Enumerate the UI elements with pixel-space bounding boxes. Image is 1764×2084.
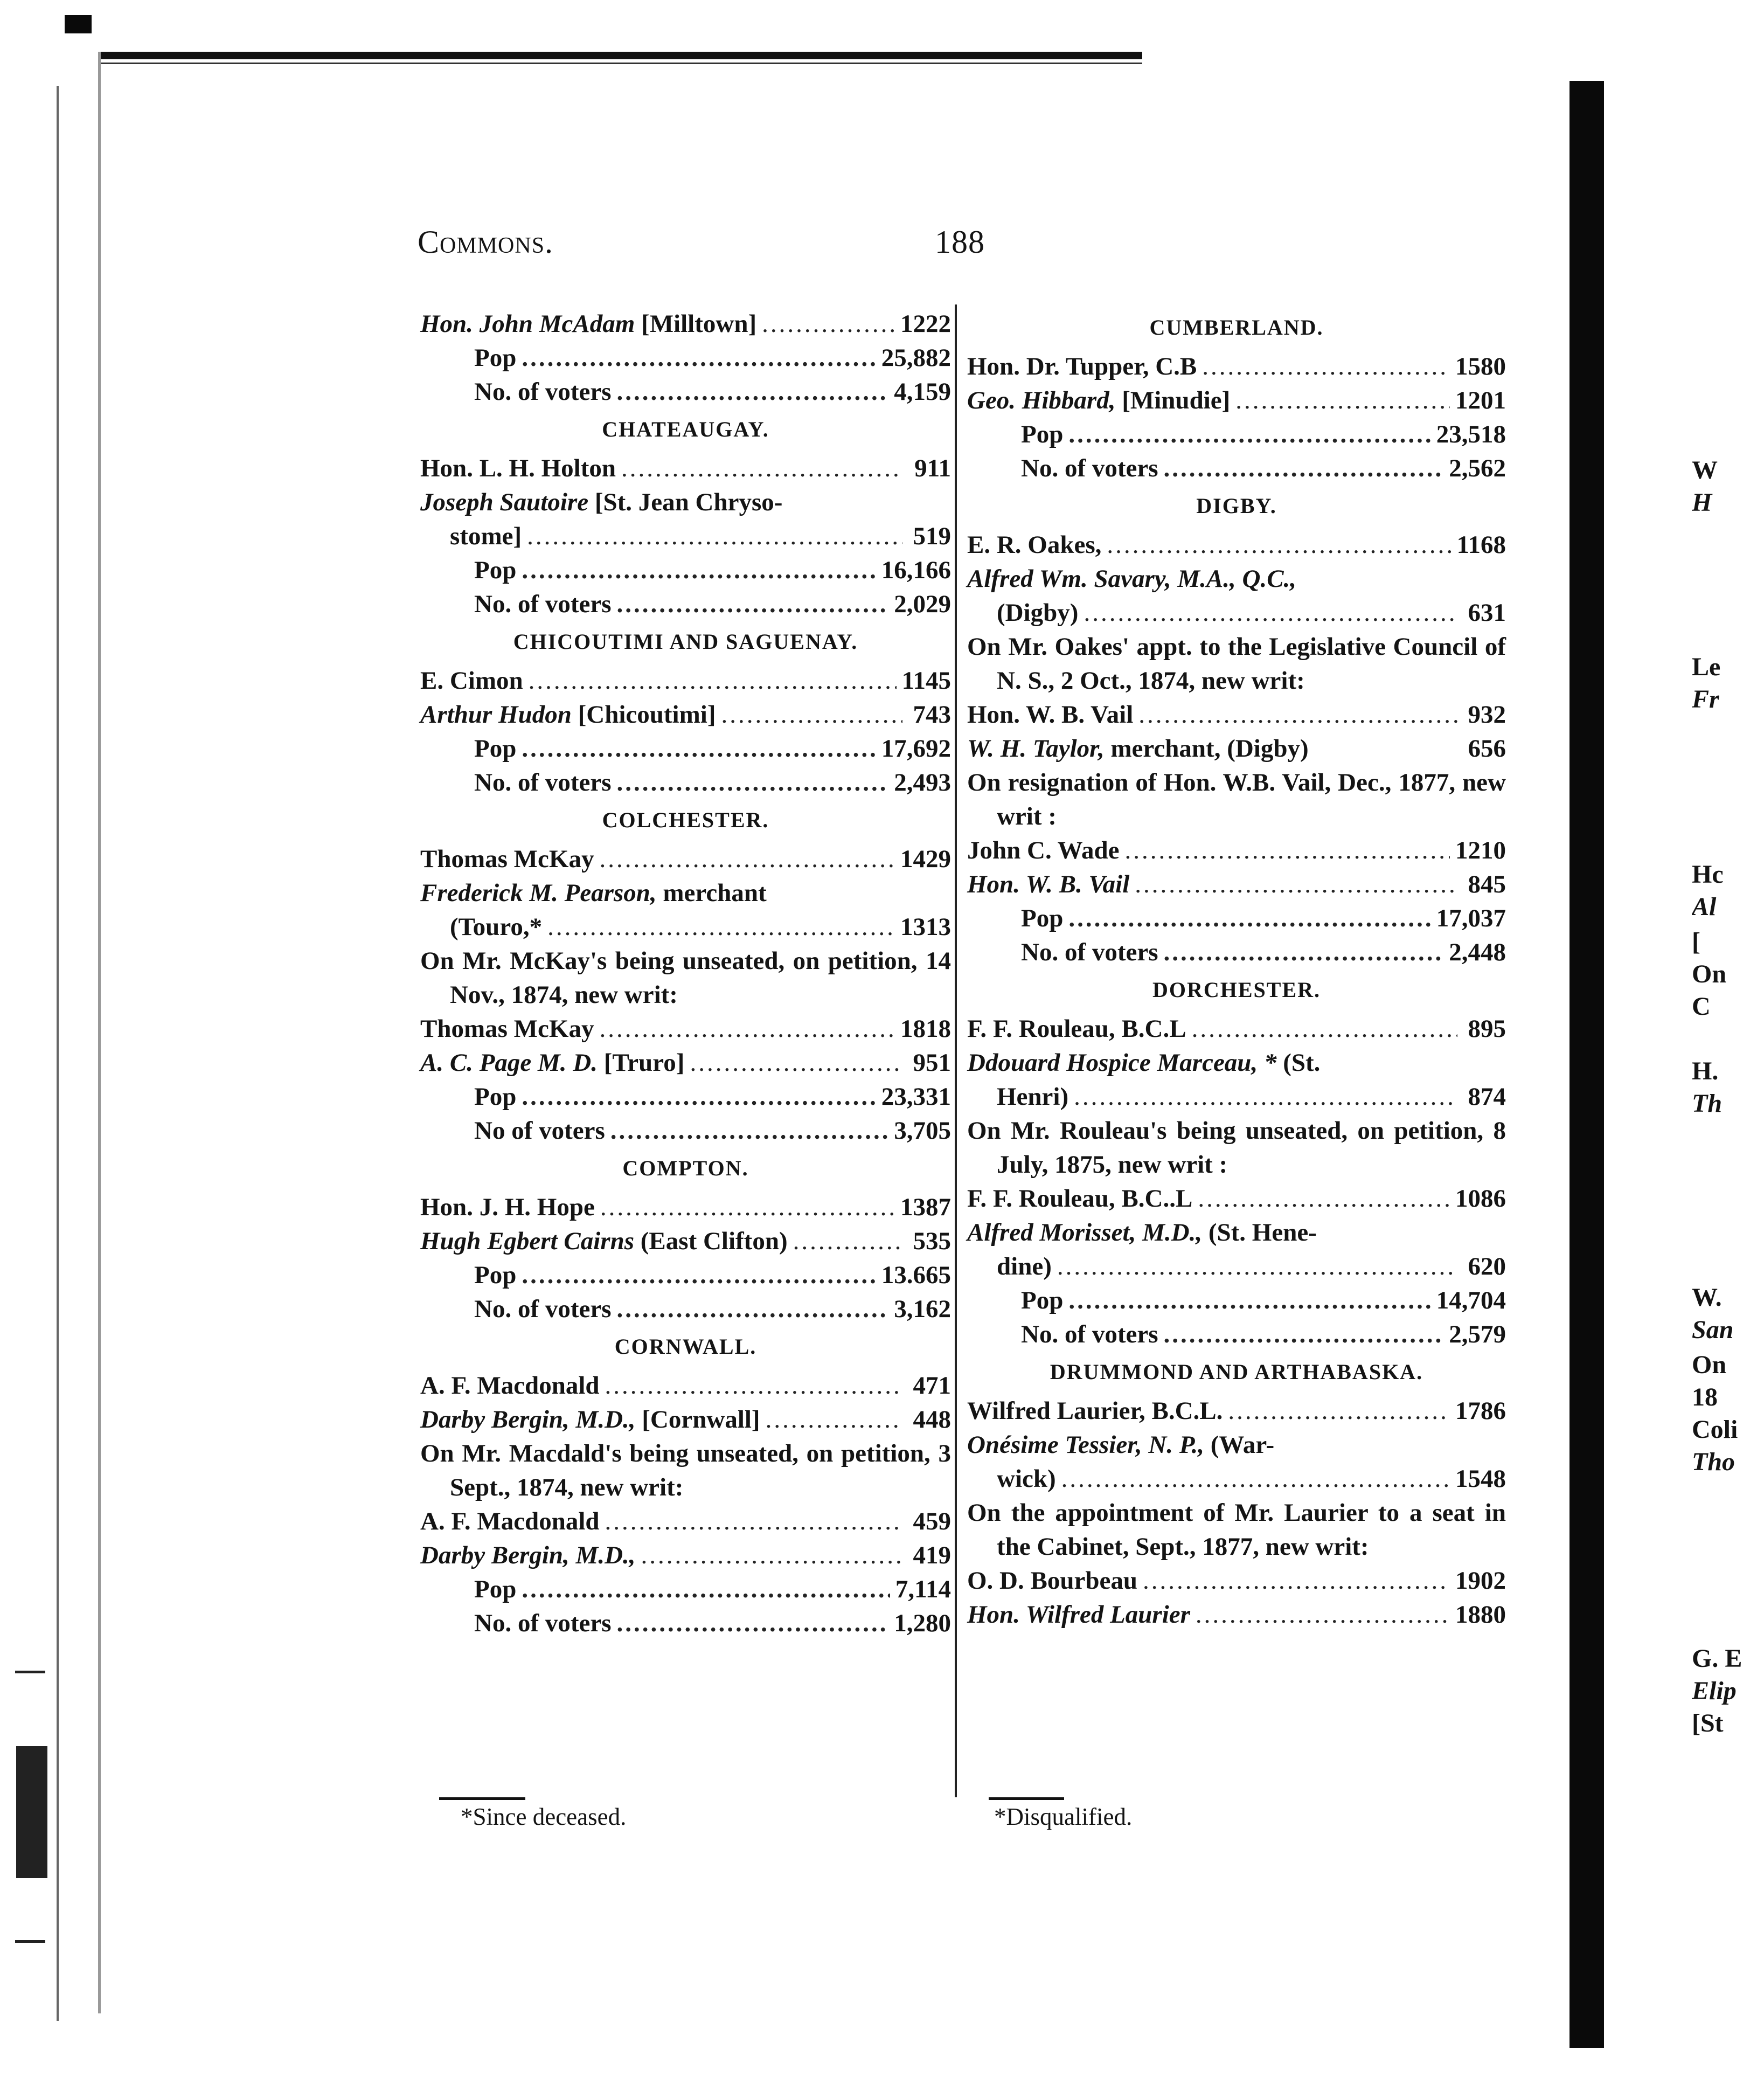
stat-label: Pop	[1021, 1286, 1064, 1314]
stat-value: 23,518	[1436, 420, 1506, 448]
member-line	[967, 384, 1506, 418]
member-line	[967, 698, 1506, 732]
vote-count: 951	[913, 1049, 951, 1077]
statistic-line	[420, 766, 951, 800]
stat-label: No of voters	[474, 1117, 605, 1145]
leader-dots	[522, 341, 876, 375]
vote-count: 656	[1468, 735, 1506, 763]
member-name: Alfred Morisset, M.D., (St. Hene-	[967, 1218, 1317, 1247]
member-name: A. C. Page M. D. [Truro]	[420, 1049, 685, 1077]
member-line	[967, 732, 1506, 766]
leader-dots	[1164, 936, 1444, 970]
statistic-line	[420, 587, 951, 621]
cut-off-text-fragment: Th	[1692, 1089, 1723, 1118]
stat-label: Pop	[474, 344, 517, 372]
member-name: (Digby)	[997, 599, 1079, 627]
cut-off-text-fragment: Hc	[1692, 860, 1724, 889]
cut-off-text-fragment: W.	[1692, 1283, 1722, 1312]
page-top-rule-thin	[100, 63, 1142, 64]
member-locality: (War-	[1204, 1431, 1275, 1459]
leader-dots	[793, 1224, 902, 1258]
vote-count: 1387	[900, 1193, 951, 1221]
member-name: Frederick M. Pearson, merchant	[420, 879, 767, 907]
writ-note: On resignation of Hon. W.B. Vail, Dec., 1877, new writ :	[967, 768, 1506, 830]
member-line	[420, 1190, 951, 1224]
leader-dots	[1228, 1394, 1450, 1428]
vote-count: 1086	[1455, 1185, 1506, 1213]
vote-count: 1210	[1455, 836, 1506, 864]
member-locality: [Cornwall]	[635, 1406, 760, 1434]
member-name: Darby Bergin, M.D.,	[420, 1541, 636, 1569]
statistic-line	[420, 1292, 951, 1326]
member-line	[420, 307, 951, 341]
constituency-heading: CHATEAUGAY.	[602, 417, 769, 441]
leader-dots	[610, 1114, 888, 1148]
statistic-line	[967, 1318, 1506, 1352]
stat-label: No. of voters	[474, 590, 612, 618]
writ-note: On Mr. Oakes' appt. to the Legislative Council of N. S., 2 Oct., 1874, new writ:	[967, 633, 1506, 695]
vote-count: 1548	[1455, 1465, 1506, 1493]
constituency-heading: CORNWALL.	[614, 1334, 757, 1359]
writ-note: On Mr. McKay's being unseated, on petition, 14 Nov., 1874, new writ:	[420, 947, 951, 1009]
cut-off-text-fragment: [St	[1692, 1709, 1724, 1737]
leader-dots	[690, 1046, 902, 1080]
statistic-line	[967, 418, 1506, 452]
statistic-line	[420, 1114, 951, 1148]
stat-value: 25,882	[881, 344, 951, 372]
leader-dots	[1074, 1080, 1457, 1114]
member-name: E. R. Oakes,	[967, 531, 1102, 559]
cut-off-text-fragment: G. E	[1692, 1644, 1742, 1673]
vote-count: 620	[1468, 1252, 1506, 1280]
leader-dots	[1164, 452, 1444, 486]
member-name: O. D. Bourbeau	[967, 1567, 1137, 1595]
leader-dots	[605, 1505, 902, 1539]
member-name: Arthur Hudon [Chicoutimi]	[420, 701, 716, 729]
member-line	[420, 1403, 951, 1437]
statistic-line	[420, 1080, 951, 1114]
member-line	[967, 562, 1506, 596]
running-head-section: Commons.	[418, 224, 554, 260]
member-line	[420, 1224, 951, 1258]
stat-label: Pop	[474, 556, 517, 584]
member-name: Hon. J. H. Hope	[420, 1193, 595, 1221]
leader-dots	[1202, 350, 1450, 384]
stat-label: No. of voters	[474, 1609, 612, 1637]
cut-off-text-fragment: On	[1692, 1351, 1727, 1379]
leader-dots	[617, 1607, 889, 1640]
leader-dots	[1164, 1318, 1444, 1352]
member-name: W. H. Taylor, merchant, (Digby)	[967, 735, 1309, 763]
constituency-heading: CUMBERLAND.	[1149, 315, 1324, 340]
member-name: Joseph Sautoire [St. Jean Chryso-	[420, 488, 783, 516]
leader-dots	[617, 1292, 889, 1326]
stat-label: Pop	[474, 1261, 517, 1289]
page-top-rule	[100, 52, 1142, 59]
member-line	[967, 1080, 1506, 1114]
statistic-line	[420, 732, 951, 766]
leader-dots	[527, 520, 902, 553]
cut-off-text-fragment: Elip	[1692, 1677, 1737, 1705]
leader-dots	[600, 1190, 895, 1224]
constituency-heading: DRUMMOND AND ARTHABASKA.	[1050, 1360, 1423, 1384]
statistic-line	[967, 936, 1506, 970]
member-line	[967, 1012, 1506, 1046]
vote-count: 535	[913, 1227, 951, 1255]
stat-value: 2,448	[1449, 938, 1506, 966]
member-line	[420, 1046, 951, 1080]
stat-label: Pop	[474, 735, 517, 763]
leader-dots	[762, 307, 895, 341]
leader-dots	[522, 1573, 890, 1607]
stat-label: Pop	[474, 1575, 517, 1603]
stat-label: No. of voters	[1021, 1320, 1158, 1348]
vote-count: 419	[913, 1541, 951, 1569]
stat-value: 17,692	[881, 735, 951, 763]
leader-dots	[766, 1403, 902, 1437]
leader-dots	[641, 1539, 902, 1573]
page-left-edge	[98, 52, 101, 2013]
member-line	[420, 1505, 951, 1539]
member-locality: [Minudie]	[1115, 386, 1231, 414]
vote-count: 1222	[900, 310, 951, 338]
member-name: Hugh Egbert Cairns (East Clifton)	[420, 1227, 788, 1255]
member-name: Ddouard Hospice Marceau, * (St.	[967, 1049, 1321, 1077]
member-locality: merchant	[656, 879, 767, 907]
vote-count: 1145	[901, 667, 951, 695]
vote-count: 1786	[1455, 1397, 1506, 1425]
member-name: Onésime Tessier, N. P., (War-	[967, 1431, 1275, 1459]
right-column	[967, 307, 1506, 1632]
vote-count: 932	[1468, 701, 1506, 729]
leader-dots	[1068, 1284, 1430, 1318]
member-line	[967, 868, 1506, 902]
member-name: Darby Bergin, M.D., [Cornwall]	[420, 1406, 760, 1434]
leader-dots	[1192, 1012, 1457, 1046]
stat-value: 2,493	[894, 768, 951, 797]
stat-label: No. of voters	[474, 1295, 612, 1323]
leader-dots	[522, 553, 876, 587]
statistic-line	[420, 1573, 951, 1607]
member-name: Thomas McKay	[420, 845, 594, 873]
binding-edge-line	[57, 86, 59, 2021]
vote-count: 1902	[1455, 1567, 1506, 1595]
cut-off-text-fragment: W	[1692, 456, 1718, 484]
cut-off-text-fragment: Coli	[1692, 1415, 1738, 1444]
member-name: wick)	[997, 1465, 1056, 1493]
leader-dots	[599, 842, 895, 876]
member-name: Hon. W. B. Vail	[967, 870, 1130, 898]
footnote-right: *Disqualified.	[994, 1803, 1133, 1830]
member-name: Hon. W. B. Vail	[967, 701, 1134, 729]
stat-value: 14,704	[1436, 1286, 1506, 1314]
vote-count: 743	[913, 701, 951, 729]
member-name: A. F. Macdonald	[420, 1507, 600, 1535]
cut-off-text-fragment: [	[1692, 927, 1700, 956]
leader-dots	[617, 375, 889, 409]
member-line	[967, 528, 1506, 562]
statistic-line	[420, 1258, 951, 1292]
scan-dash-mark	[15, 1940, 45, 1943]
writ-note: On Mr. Macdald's being unseated, on petition, 3 Sept., 1874, new writ:	[420, 1439, 951, 1501]
constituency-heading: DIGBY.	[1196, 494, 1277, 518]
statistic-line	[420, 375, 951, 409]
member-locality: [Chicoutimi]	[571, 701, 716, 729]
stat-value: 2,029	[894, 590, 951, 618]
stat-value: 16,166	[881, 556, 951, 584]
member-name: Hon. Wilfred Laurier	[967, 1601, 1190, 1629]
member-line	[420, 664, 951, 698]
leader-dots	[617, 587, 889, 621]
leader-dots	[1138, 698, 1457, 732]
leader-dots	[1057, 1250, 1457, 1284]
leader-dots	[605, 1369, 902, 1403]
member-line	[420, 910, 951, 944]
statistic-line	[967, 1284, 1506, 1318]
stat-value: 7,114	[895, 1575, 951, 1603]
leader-dots	[1068, 418, 1430, 452]
stat-value: 3,162	[894, 1295, 951, 1323]
cut-off-text-fragment: 18	[1692, 1383, 1718, 1411]
stat-value: 3,705	[894, 1117, 951, 1145]
leader-dots	[1084, 596, 1457, 630]
member-name: Henri)	[997, 1083, 1069, 1111]
writ-note: On Mr. Rouleau's being unseated, on petition, 8 July, 1875, new writ :	[967, 1117, 1506, 1179]
page-number: 188	[935, 224, 985, 260]
member-line	[967, 596, 1506, 630]
member-line	[967, 1428, 1506, 1462]
member-name: dine)	[997, 1252, 1052, 1280]
member-name: Geo. Hibbard, [Minudie]	[967, 386, 1231, 414]
vote-count: 631	[1468, 599, 1506, 627]
statistic-line	[420, 553, 951, 587]
leader-dots	[1198, 1182, 1450, 1216]
cut-off-text-fragment: Le	[1692, 653, 1721, 681]
member-line	[420, 452, 951, 486]
member-line	[420, 1369, 951, 1403]
member-line	[967, 1216, 1506, 1250]
member-name: E. Cimon	[420, 667, 523, 695]
leader-dots	[617, 766, 889, 800]
member-line	[967, 1182, 1506, 1216]
stat-value: 17,037	[1436, 904, 1506, 932]
stat-value: 2,579	[1449, 1320, 1506, 1348]
scan-corner-mark	[65, 15, 92, 33]
stat-label: No. of voters	[1021, 938, 1158, 966]
stat-value: 23,331	[881, 1083, 951, 1111]
vote-count: 911	[914, 454, 951, 482]
vote-count: 1429	[900, 845, 951, 873]
stat-value: 4,159	[894, 378, 951, 406]
member-line	[420, 876, 951, 910]
member-line	[967, 350, 1506, 384]
column-divider	[955, 304, 957, 1797]
vote-count: 519	[913, 522, 951, 550]
member-line	[420, 698, 951, 732]
leader-dots	[547, 910, 895, 944]
member-line	[967, 1564, 1506, 1598]
statistic-line	[967, 452, 1506, 486]
leader-dots	[1143, 1564, 1450, 1598]
member-name: Wilfred Laurier, B.C.L.	[967, 1397, 1223, 1425]
cut-off-text-fragment: C	[1692, 992, 1711, 1021]
cut-off-text-fragment: San	[1692, 1316, 1734, 1344]
stat-label: Pop	[1021, 904, 1064, 932]
member-line	[420, 842, 951, 876]
member-locality: [St. Jean Chryso-	[588, 488, 783, 516]
vote-count: 1313	[900, 913, 951, 941]
member-line	[967, 1462, 1506, 1496]
leader-dots	[1107, 528, 1451, 562]
member-locality: [Truro]	[598, 1049, 685, 1077]
footnote-left: *Since deceased.	[461, 1803, 627, 1830]
cut-off-text-fragment: H.	[1692, 1057, 1719, 1085]
constituency-heading: CHICOUTIMI AND SAGUENAY.	[513, 629, 858, 654]
member-name: F. F. Rouleau, B.C.L	[967, 1015, 1186, 1043]
leader-dots	[529, 664, 897, 698]
cut-off-text-fragment: Tho	[1692, 1448, 1735, 1476]
member-line	[967, 1598, 1506, 1632]
footnote-rule-left	[439, 1797, 525, 1800]
stat-value: 13.665	[881, 1261, 951, 1289]
constituency-heading: DORCHESTER.	[1152, 978, 1321, 1002]
footnote-rule-right	[989, 1797, 1064, 1800]
leader-dots	[1135, 868, 1457, 902]
member-line	[967, 834, 1506, 868]
member-line	[420, 486, 951, 520]
writ-note: On the appointment of Mr. Laurier to a seat in the Cabinet, Sept., 1877, new writ:	[967, 1499, 1506, 1561]
leader-dots	[621, 452, 902, 486]
scan-dash-mark	[15, 1671, 45, 1673]
member-name: Thomas McKay	[420, 1015, 594, 1043]
cut-off-text-fragment: H	[1692, 488, 1712, 517]
leader-dots	[1125, 834, 1450, 868]
member-line	[967, 1250, 1506, 1284]
stat-label: Pop	[474, 1083, 517, 1111]
vote-count: 459	[913, 1507, 951, 1535]
member-name: F. F. Rouleau, B.C..L	[967, 1185, 1193, 1213]
vote-count: 895	[1468, 1015, 1506, 1043]
leader-dots	[721, 698, 902, 732]
member-locality: (St. Hene-	[1202, 1218, 1317, 1247]
member-locality: (St.	[1276, 1049, 1321, 1077]
statistic-line	[420, 341, 951, 375]
member-name: Hon. L. H. Holton	[420, 454, 616, 482]
member-locality: merchant, (Digby)	[1104, 735, 1309, 763]
leader-dots	[522, 732, 876, 766]
left-column	[420, 307, 951, 1640]
member-name: Hon. John McAdam [Milltown]	[420, 310, 757, 338]
leader-dots	[1235, 384, 1450, 418]
leader-dots	[1196, 1598, 1450, 1632]
vote-count: 471	[913, 1372, 951, 1400]
vote-count: 874	[1468, 1083, 1506, 1111]
member-line	[967, 1394, 1506, 1428]
leader-dots	[1068, 902, 1430, 936]
vote-count: 1580	[1455, 352, 1506, 380]
leader-dots	[522, 1080, 876, 1114]
vote-count: 1880	[1455, 1601, 1506, 1629]
leader-dots	[522, 1258, 876, 1292]
member-name: Alfred Wm. Savary, M.A., Q.C.,	[967, 565, 1297, 593]
statistic-line	[420, 1607, 951, 1640]
stat-value: 2,562	[1449, 454, 1506, 482]
member-name: John C. Wade	[967, 836, 1120, 864]
member-locality: [Milltown]	[635, 310, 757, 338]
vote-count: 845	[1468, 870, 1506, 898]
binding-gutter-shadow	[1569, 81, 1604, 2048]
stat-label: No. of voters	[474, 768, 612, 797]
member-line	[420, 1012, 951, 1046]
member-line	[420, 520, 951, 553]
stat-label: No. of voters	[474, 378, 612, 406]
leader-dots	[1061, 1462, 1450, 1496]
statistic-line	[967, 902, 1506, 936]
stat-label: Pop	[1021, 420, 1064, 448]
member-name: stome]	[450, 522, 522, 550]
cut-off-text-fragment: Fr	[1692, 685, 1719, 714]
stat-value: 1,280	[894, 1609, 951, 1637]
vote-count: 1201	[1455, 386, 1506, 414]
constituency-heading: COLCHESTER.	[602, 808, 769, 832]
stat-label: No. of voters	[1021, 454, 1158, 482]
vote-count: 1168	[1456, 531, 1506, 559]
vote-count: 1818	[900, 1015, 951, 1043]
vote-count: 448	[913, 1406, 951, 1434]
cut-off-text-fragment: On	[1692, 960, 1727, 988]
leader-dots	[599, 1012, 895, 1046]
cut-off-text-fragment: Al	[1692, 892, 1717, 921]
member-name: (Touro,*	[450, 913, 543, 941]
member-name: A. F. Macdonald	[420, 1372, 600, 1400]
member-line	[967, 1046, 1506, 1080]
member-name: Hon. Dr. Tupper, C.B	[967, 352, 1197, 380]
member-locality: (East Clifton)	[634, 1227, 788, 1255]
scan-dark-block	[16, 1746, 47, 1878]
member-line	[420, 1539, 951, 1573]
constituency-heading: COMPTON.	[622, 1156, 749, 1180]
